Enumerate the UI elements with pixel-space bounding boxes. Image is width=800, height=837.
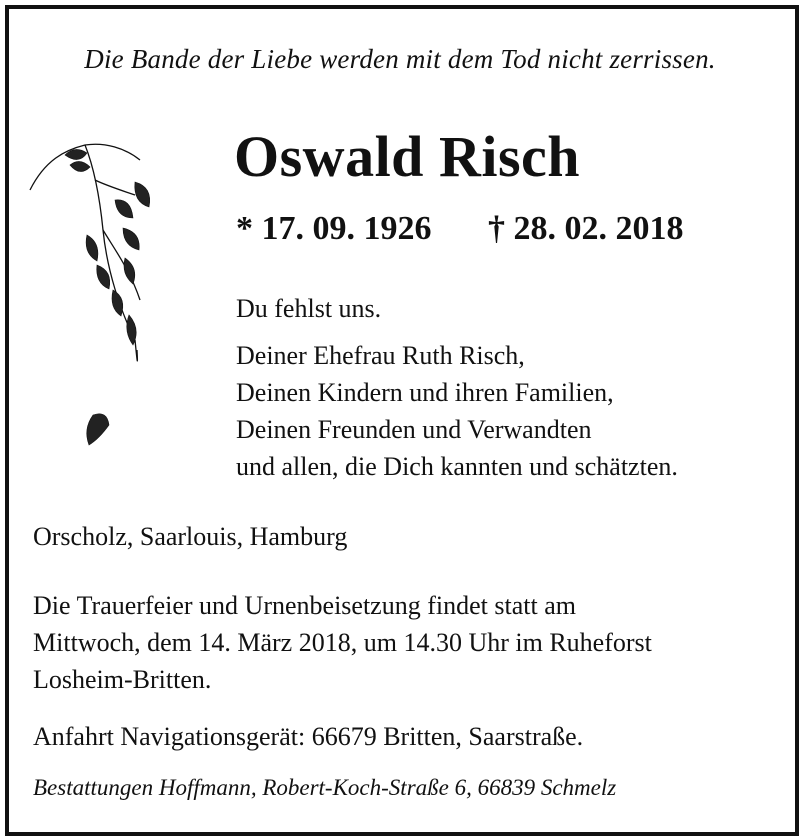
family-line: Deinen Freunden und Verwandten [236,415,592,444]
life-dates [236,210,684,248]
ceremony-line: Die Trauerfeier und Urnenbeisetzung findet statt am [33,591,576,620]
ceremony-line: Losheim-Britten. [33,665,212,694]
ceremony-line: Mittwoch, dem 14. März 2018, um 14.30 Uhr im Ruheforst [33,628,652,657]
family-list [236,337,678,485]
birth-date: * 17. 09. 1926 [236,210,432,247]
places: Orscholz, Saarlouis, Hamburg [33,522,348,551]
family-line: Deiner Ehefrau Ruth Risch, [236,341,525,370]
death-date: † 28. 02. 2018 [488,210,684,247]
birch-branch-icon [25,140,175,470]
undertaker: Bestattungen Hoffmann, Robert-Koch-Straße 6, 66839 Schmelz [33,775,617,800]
message: Du fehlst uns. [236,294,382,323]
deceased-name: Oswald Risch [234,124,581,189]
ceremony-info [33,587,652,698]
family-line: und allen, die Dich kannten und schätzten. [236,452,678,481]
directions: Anfahrt Navigationsgerät: 66679 Britten, Saarstraße. [33,722,584,751]
family-line: Deinen Kindern und ihren Familien, [236,378,614,407]
motto: Die Bande der Liebe werden mit dem Tod nicht zerrissen. [84,44,716,74]
